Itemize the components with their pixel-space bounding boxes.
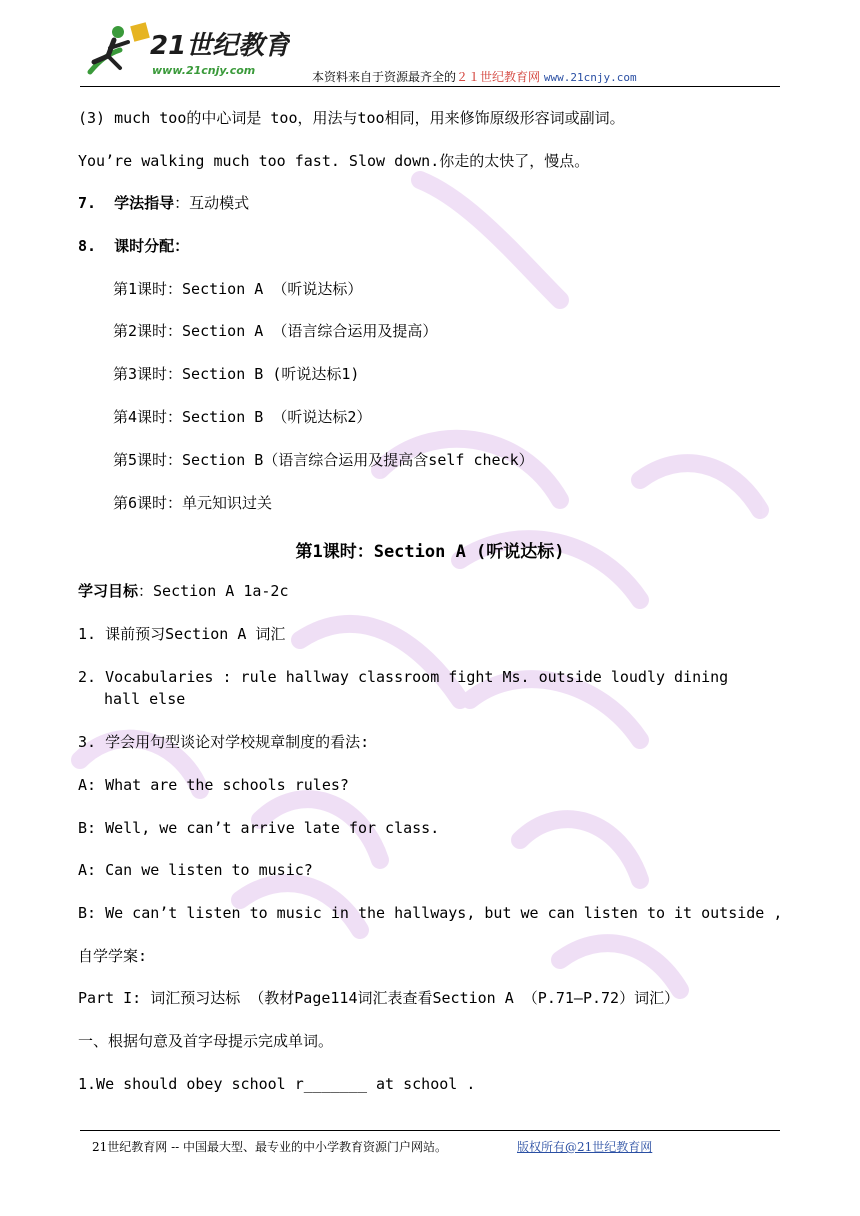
heading-study-method: 7. 学法指导：互动模式 xyxy=(78,194,250,212)
dialog-line: A: Can we listen to music? xyxy=(78,861,313,879)
goal-item-1: 1. 课前预习Section A 词汇 xyxy=(78,625,286,643)
header-url[interactable]: www.21cnjy.com xyxy=(543,71,637,84)
lesson-item: 第6课时：单元知识过关 xyxy=(113,494,273,512)
text-line-much-too: (3) much too的中心词是 too，用法与too相同，用来修饰原级形容词或副词。 xyxy=(78,109,625,127)
goal-item-2: 2. Vocabularies : rule hallway classroom fight Ms. outside loudly dining xyxy=(78,668,729,686)
dialog-line: B: We can’t listen to music in the hallways, but we can listen to it outside , xyxy=(78,904,783,922)
learning-goal: 学习目标：Section A 1a-2c xyxy=(78,582,289,600)
lesson-item: 第3课时：Section B (听说达标1) xyxy=(113,365,360,383)
lesson-item: 第2课时：Section A （语言综合运用及提高） xyxy=(113,322,438,340)
copyright-link[interactable]: 版权所有@21世纪教育网 xyxy=(517,1140,653,1154)
lesson-item: 第1课时：Section A （听说达标） xyxy=(113,280,363,298)
text-line-example: You’re walking much too fast. Slow down.你走的太快了，慢点。 xyxy=(78,152,590,170)
task-instruction: 一、根据句意及首字母提示完成单词。 xyxy=(78,1032,334,1050)
lesson-item: 第4课时：Section B （听说达标2） xyxy=(113,408,372,426)
section-title: 第1课时：Section A (听说达标) xyxy=(295,542,565,562)
question-1: 1.We should obey school r_______ at school . xyxy=(78,1075,476,1093)
svg-text:21世纪教育: 21世纪教育 xyxy=(150,31,290,61)
page-footer xyxy=(80,1130,780,1154)
footer-text: 21世纪教育网 -- 中国最大型、最专业的中小学教育资源门户网站。 xyxy=(92,1140,448,1154)
dialog-line: A: What are the schools rules? xyxy=(78,776,349,794)
part-one-heading: Part I: 词汇预习达标 （教材Page114词汇表查看Section A （P.71—P.72）词汇） xyxy=(78,989,680,1007)
lesson-item: 第5课时：Section B（语言综合运用及提高含self check） xyxy=(113,451,534,469)
logo-21cnjy xyxy=(80,20,290,82)
header-note: 本资料来自于资源最齐全的２１世纪教育网 www.21cnjy.com xyxy=(312,70,637,84)
goal-item-2-continued: hall else xyxy=(104,690,186,708)
page-header xyxy=(80,20,780,87)
svg-text:www.21cnjy.com: www.21cnjy.com xyxy=(152,64,256,77)
dialog-line: B: Well, we can’t arrive late for class. xyxy=(78,819,440,837)
goal-item-3: 3. 学会用句型谈论对学校规章制度的看法: xyxy=(78,733,370,751)
self-study-heading: 自学学案: xyxy=(78,947,148,965)
heading-lesson-allocation: 8. 课时分配： xyxy=(78,237,190,255)
